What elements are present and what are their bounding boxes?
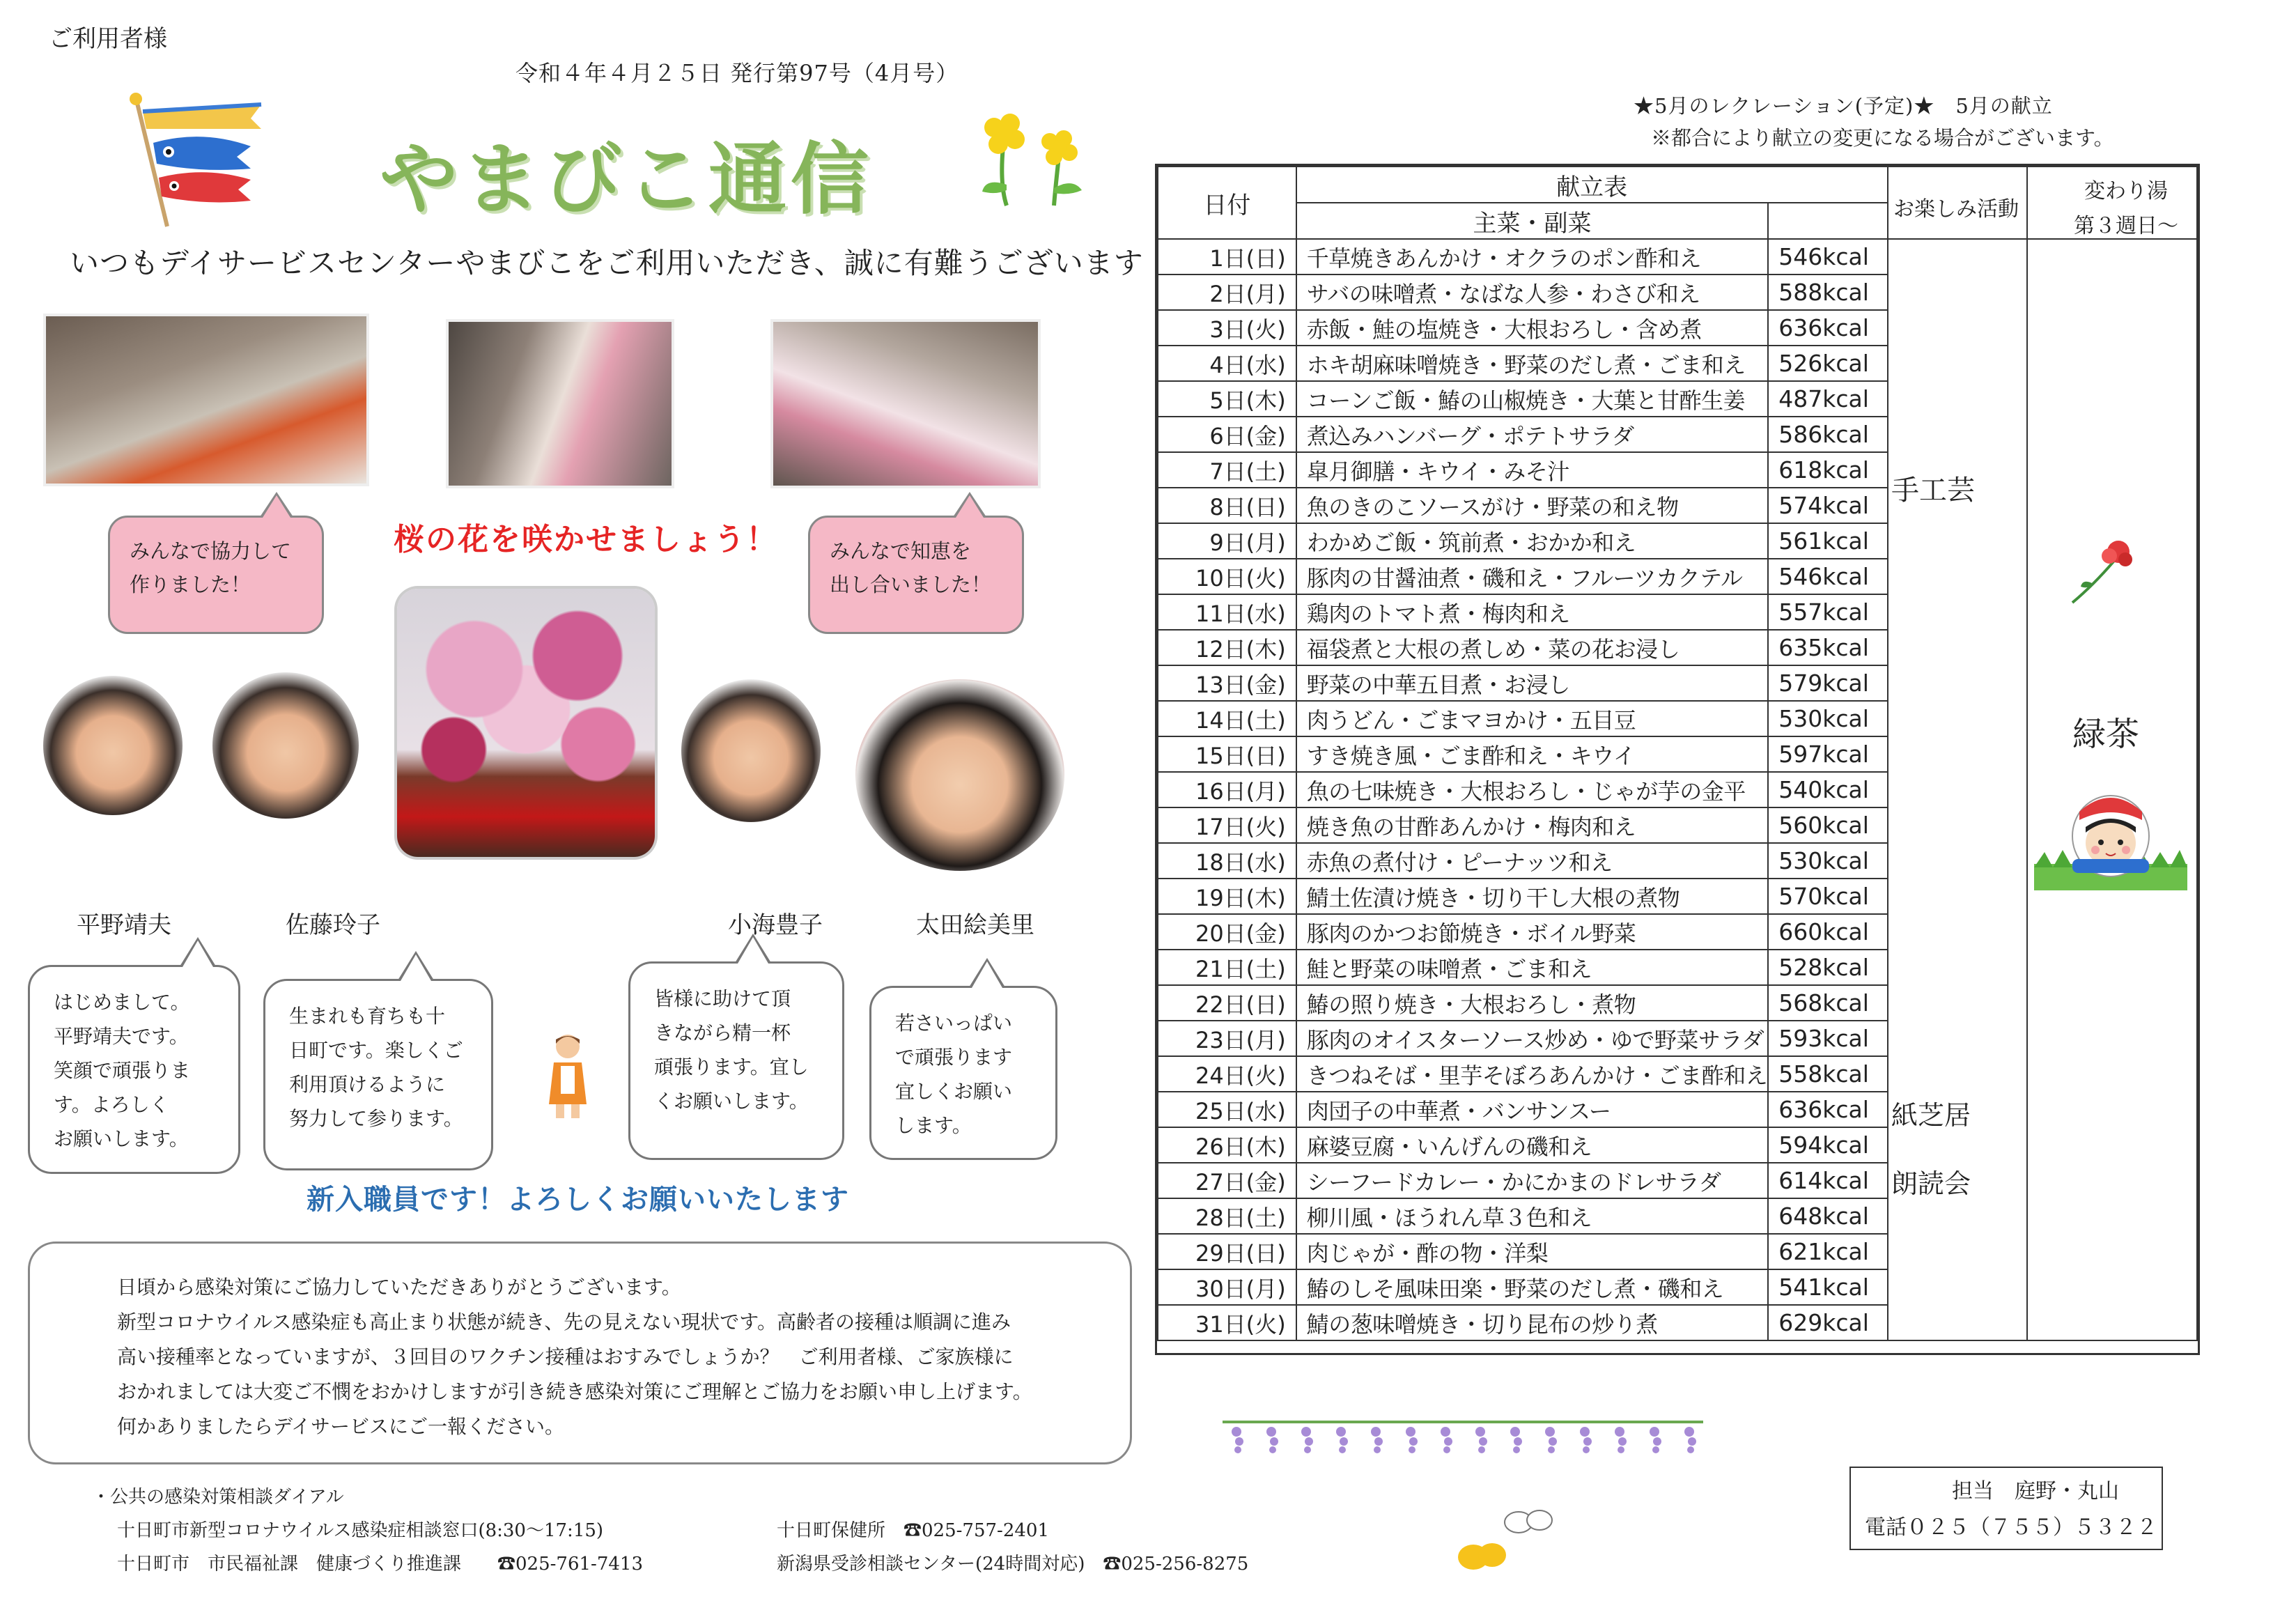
menu-date: 7日(土) xyxy=(1158,452,1296,488)
speech-bubble-left xyxy=(108,516,324,634)
activity-label: 手工芸 xyxy=(1891,474,1975,506)
activity-label: 朗読会 xyxy=(1891,1168,1971,1199)
recipient-label: ご利用者様 xyxy=(49,25,167,53)
menu-dish: 魚のきのこソースがけ・野菜の和え物 xyxy=(1296,488,1769,523)
staff-message-sato xyxy=(263,979,493,1170)
menu-dish: 赤魚の煮付け・ピーナッツ和え xyxy=(1296,843,1769,879)
consultation-dial xyxy=(92,1480,1249,1581)
tea-character-illustration xyxy=(2031,770,2191,892)
dial-left: 十日町市 市民福祉課 健康づくり推進課 ☎025-761-7413 xyxy=(117,1554,643,1575)
menu-kcal: 540kcal xyxy=(1768,772,1887,807)
staff-name: 平野靖夫 xyxy=(77,911,171,939)
activity-header: お楽しみ活動 xyxy=(1893,197,2019,222)
recreation-title: ★5月のレクレーション(予定)★ 5月の献立 xyxy=(1634,94,2053,118)
message-line: 皆様に助けて頂 xyxy=(654,987,791,1010)
dial-row xyxy=(98,1514,1049,1547)
menu-kcal: 560kcal xyxy=(1768,807,1887,843)
menu-kcal: 574kcal xyxy=(1768,488,1887,523)
notice-line: おかれましては大変ご不憫をおかけしますが引き続き感染対策にご理解とご協力をお願い申し上げます。 xyxy=(117,1380,1032,1403)
message-line: 笑顔で頑張りま xyxy=(54,1059,191,1082)
speech-bubble-right xyxy=(808,516,1024,634)
menu-dish: 赤飯・鮭の塩焼き・大根おろし・含め煮 xyxy=(1296,310,1769,346)
staff-message-komi xyxy=(628,961,844,1160)
notice-line: 日頃から感染対策にご協力していただきありがとうございます。 xyxy=(117,1276,681,1299)
menu-dish: 麻婆豆腐・いんげんの磯和え xyxy=(1296,1127,1769,1163)
bubble-line: 作りました！ xyxy=(130,573,251,596)
menu-date: 8日(日) xyxy=(1158,488,1296,523)
menu-date: 9日(月) xyxy=(1158,523,1296,559)
menu-kcal: 558kcal xyxy=(1768,1056,1887,1092)
dial-row xyxy=(98,1547,1249,1581)
dial-heading: ・公共の感染対策相談ダイアル xyxy=(92,1487,344,1508)
menu-kcal: 530kcal xyxy=(1768,701,1887,736)
menu-date: 13日(金) xyxy=(1158,665,1296,701)
menu-kcal: 546kcal xyxy=(1768,559,1887,594)
menu-dish: 豚肉のかつお節焼き・ボイル野菜 xyxy=(1296,914,1769,950)
menu-dish: サバの味噌煮・なばな人参・わさび和え xyxy=(1296,274,1769,310)
menu-dish: 鰆の照り焼き・大根おろし・煮物 xyxy=(1296,985,1769,1021)
menu-dish: 煮込みハンバーグ・ポテトサラダ xyxy=(1296,417,1769,452)
menu-date: 23日(月) xyxy=(1158,1021,1296,1056)
menu-kcal: 541kcal xyxy=(1768,1269,1887,1305)
staff-message-hirano xyxy=(28,965,240,1174)
menu-dish: 野菜の中華五目煮・お浸し xyxy=(1296,665,1769,701)
message-line: 努力して参ります。 xyxy=(289,1107,463,1130)
message-line: で頑張ります xyxy=(895,1046,1013,1069)
notice-line: 何かありましたらデイサービスにご一報ください。 xyxy=(117,1415,565,1438)
menu-kcal: 586kcal xyxy=(1768,417,1887,452)
menu-date: 18日(水) xyxy=(1158,843,1296,879)
staff-photo-hirano xyxy=(43,676,183,815)
message-line: 宜しくお願い xyxy=(895,1080,1013,1103)
menu-table-frame xyxy=(1155,164,2200,1355)
menu-date: 5日(木) xyxy=(1158,381,1296,417)
menu-date: 31日(火) xyxy=(1158,1305,1296,1340)
menu-table xyxy=(1157,166,2198,1341)
carnation-icon xyxy=(2065,536,2142,610)
menu-kcal: 597kcal xyxy=(1768,736,1887,772)
notice-line: 新型コロナウイルス感染症も高止まり状態が続き、先の見えない現状です。高齢者の接種は順調に進み xyxy=(117,1310,1011,1333)
staff-name: 小海豊子 xyxy=(728,911,823,939)
menu-kcal: 635kcal xyxy=(1768,630,1887,665)
message-line: きながら精一杯 xyxy=(654,1021,791,1044)
message-line: はじめまして。 xyxy=(54,991,190,1014)
contact-person: 担当 庭野・丸山 xyxy=(1952,1479,2119,1503)
menu-date: 3日(火) xyxy=(1158,310,1296,346)
menu-dish: ホキ胡麻味噌焼き・野菜のだし煮・ごま和え xyxy=(1296,346,1769,381)
menu-kcal: 594kcal xyxy=(1768,1127,1887,1163)
menu-dish: すき焼き風・ごま酢和え・キウイ xyxy=(1296,736,1769,772)
menu-kcal: 487kcal xyxy=(1768,381,1887,417)
dial-right: 新潟県受診相談センター(24時間対応) ☎025-256-8275 xyxy=(777,1554,1249,1575)
menu-kcal: 593kcal xyxy=(1768,1021,1887,1056)
staff-message-ota xyxy=(869,986,1057,1160)
menu-kcal: 568kcal xyxy=(1768,985,1887,1021)
menu-date: 19日(木) xyxy=(1158,879,1296,914)
bath-header xyxy=(2063,174,2189,244)
menu-kcal: 557kcal xyxy=(1768,594,1887,630)
menu-date: 26日(木) xyxy=(1158,1127,1296,1163)
message-line: 頑張ります。宜し xyxy=(654,1055,809,1078)
menu-row xyxy=(1158,239,2197,274)
message-line: す。よろしく xyxy=(54,1093,169,1116)
menu-kcal: 636kcal xyxy=(1768,310,1887,346)
menu-date: 25日(水) xyxy=(1158,1092,1296,1127)
butterfly-illustration xyxy=(1442,1498,1560,1582)
bubble-line: みんなで知恵を xyxy=(830,539,972,563)
flower-illustration xyxy=(972,108,1090,209)
activity-photo-1 xyxy=(43,314,369,486)
notice-line: 高い接種率となっていますが、３回目のワクチン接種はおすみでしょうか？ ご利用者様、ご家族様に xyxy=(117,1345,1014,1368)
staff-photo-komi xyxy=(681,679,821,822)
bubble-line: みんなで協力して xyxy=(130,539,292,563)
menu-dish: 焼き魚の甘酢あんかけ・梅肉和え xyxy=(1296,807,1769,843)
dial-right: 十日町保健所 ☎025-757-2401 xyxy=(777,1520,1049,1541)
menu-dish: コーンご飯・鰆の山椒焼き・大葉と甘酢生姜 xyxy=(1296,381,1769,417)
message-line: 生まれも育ちも十 xyxy=(289,1005,446,1028)
menu-dish: 皐月御膳・キウイ・みそ汁 xyxy=(1296,452,1769,488)
menu-dish: 肉じゃが・酢の物・洋梨 xyxy=(1296,1234,1769,1269)
staff-figure-illustration xyxy=(543,1031,592,1122)
menu-date: 14日(土) xyxy=(1158,701,1296,736)
menu-dish: わかめご飯・筑前煮・おかか和え xyxy=(1296,523,1769,559)
menu-dish: 鶏肉のトマト煮・梅肉和え xyxy=(1296,594,1769,630)
dial-left: 十日町市新型コロナウイルス感染症相談窓口(8:30～17:15) xyxy=(117,1520,604,1541)
menu-date: 15日(日) xyxy=(1158,736,1296,772)
menu-date: 10日(火) xyxy=(1158,559,1296,594)
contact-box xyxy=(1849,1467,2163,1550)
menu-kcal: 636kcal xyxy=(1768,1092,1887,1127)
menu-date: 6日(金) xyxy=(1158,417,1296,452)
menu-date: 29日(日) xyxy=(1158,1234,1296,1269)
menu-kcal: 528kcal xyxy=(1768,950,1887,985)
activity-label: 紙芝居 xyxy=(1891,1100,1971,1131)
menu-dish: 魚の七味焼き・大根おろし・じゃが芋の金平 xyxy=(1296,772,1769,807)
menu-dish: 肉団子の中華煮・バンサンスー xyxy=(1296,1092,1769,1127)
menu-date: 17日(火) xyxy=(1158,807,1296,843)
menu-date: 11日(水) xyxy=(1158,594,1296,630)
menu-dish: きつねそば・里芋そぼろあんかけ・ごま酢和え xyxy=(1296,1056,1769,1092)
menu-kcal: 526kcal xyxy=(1768,346,1887,381)
infection-notice xyxy=(28,1242,1132,1464)
menu-header: 献立表 xyxy=(1296,167,1888,203)
menu-kcal: 579kcal xyxy=(1768,665,1887,701)
menu-kcal: 629kcal xyxy=(1768,1305,1887,1340)
menu-dish: 福袋煮と大根の煮しめ・菜の花お浸し xyxy=(1296,630,1769,665)
menu-date: 20日(金) xyxy=(1158,914,1296,950)
staff-name: 佐藤玲子 xyxy=(286,911,380,939)
menu-date: 24日(火) xyxy=(1158,1056,1296,1092)
menu-date: 4日(水) xyxy=(1158,346,1296,381)
message-line: します。 xyxy=(895,1114,972,1137)
issue-info: 令和４年４月２５日 発行第97号（4月号） xyxy=(515,60,959,86)
menu-dish: 鯖の葱味噌焼き・切り昆布の炒り煮 xyxy=(1296,1305,1769,1340)
menu-kcal: 648kcal xyxy=(1768,1198,1887,1234)
menu-kcal: 614kcal xyxy=(1768,1163,1887,1198)
message-line: 若さいっぱい xyxy=(895,1012,1013,1035)
menu-date: 12日(木) xyxy=(1158,630,1296,665)
menu-kcal: 621kcal xyxy=(1768,1234,1887,1269)
wisteria-decoration xyxy=(1223,1418,1703,1456)
menu-date: 2日(月) xyxy=(1158,274,1296,310)
koinobori-illustration xyxy=(118,91,279,230)
menu-dish: 千草焼きあんかけ・オクラのポン酢和え xyxy=(1296,239,1769,274)
menu-kcal: 530kcal xyxy=(1768,843,1887,879)
sakura-heading: 桜の花を咲かせましょう！ xyxy=(394,522,778,557)
menu-kcal: 561kcal xyxy=(1768,523,1887,559)
message-line: くお願いします。 xyxy=(654,1090,809,1113)
activity-photo-3 xyxy=(770,319,1041,488)
sakura-tree-photo xyxy=(397,589,655,857)
greeting-text: いつもデイサービスセンターやまびこをご利用いただき、誠に有難うございます xyxy=(70,246,1144,280)
message-line: 平野靖夫です。 xyxy=(54,1025,189,1048)
menu-dish: 肉うどん・ごまマヨかけ・五目豆 xyxy=(1296,701,1769,736)
bath-header-sub: 第３週日～ xyxy=(2074,214,2178,238)
activity-photo-2 xyxy=(446,319,674,488)
menu-date: 16日(月) xyxy=(1158,772,1296,807)
menu-dish: 鮭と野菜の味噌煮・ごま和え xyxy=(1296,950,1769,985)
menu-date: 22日(日) xyxy=(1158,985,1296,1021)
menu-dish: 鯖土佐漬け焼き・切り干し大根の煮物 xyxy=(1296,879,1769,914)
menu-dish: 豚肉の甘醤油煮・磯和え・フルーツカクテル xyxy=(1296,559,1769,594)
bath-name: 緑茶 xyxy=(2072,715,2140,754)
message-line: 利用頂けるように xyxy=(289,1073,446,1096)
menu-date: 28日(土) xyxy=(1158,1198,1296,1234)
staff-name: 太田絵美里 xyxy=(916,911,1034,939)
menu-date: 1日(日) xyxy=(1158,239,1296,274)
bath-header-title: 変わり湯 xyxy=(2084,179,2168,203)
menu-dish: 柳川風・ほうれん草３色和え xyxy=(1296,1198,1769,1234)
menu-kcal: 660kcal xyxy=(1768,914,1887,950)
bubble-line: 出し合いました！ xyxy=(830,573,992,596)
menu-dish: シーフードカレー・かにかまのドレサラダ xyxy=(1296,1163,1769,1198)
menu-dish: 鰆のしそ風味田楽・野菜のだし煮・磯和え xyxy=(1296,1269,1769,1305)
message-line: 日町です。楽しくご xyxy=(289,1039,463,1062)
menu-note: ※都合により献立の変更になる場合がございます。 xyxy=(1651,126,2114,150)
date-header: 日付 xyxy=(1158,167,1296,239)
menu-kcal: 570kcal xyxy=(1768,879,1887,914)
sub-header: 主菜・副菜 xyxy=(1296,203,1769,239)
contact-phone: 電話０２５（７５５）５３２２ xyxy=(1865,1515,2157,1540)
menu-date: 27日(金) xyxy=(1158,1163,1296,1198)
menu-kcal: 618kcal xyxy=(1768,452,1887,488)
staff-photo-ota xyxy=(855,679,1064,871)
kcal-header xyxy=(1768,203,1887,239)
staff-photo-sato xyxy=(212,672,359,819)
newsletter-title: やまびこ通信 xyxy=(380,134,873,225)
menu-date: 30日(月) xyxy=(1158,1269,1296,1305)
message-line: お願いします。 xyxy=(54,1127,189,1150)
menu-kcal: 588kcal xyxy=(1768,274,1887,310)
menu-kcal: 546kcal xyxy=(1768,239,1887,274)
menu-dish: 豚肉のオイスターソース炒め・ゆで野菜サラダ xyxy=(1296,1021,1769,1056)
new-staff-caption: 新入職員です！よろしくお願いいたします xyxy=(307,1184,849,1216)
menu-date: 21日(土) xyxy=(1158,950,1296,985)
